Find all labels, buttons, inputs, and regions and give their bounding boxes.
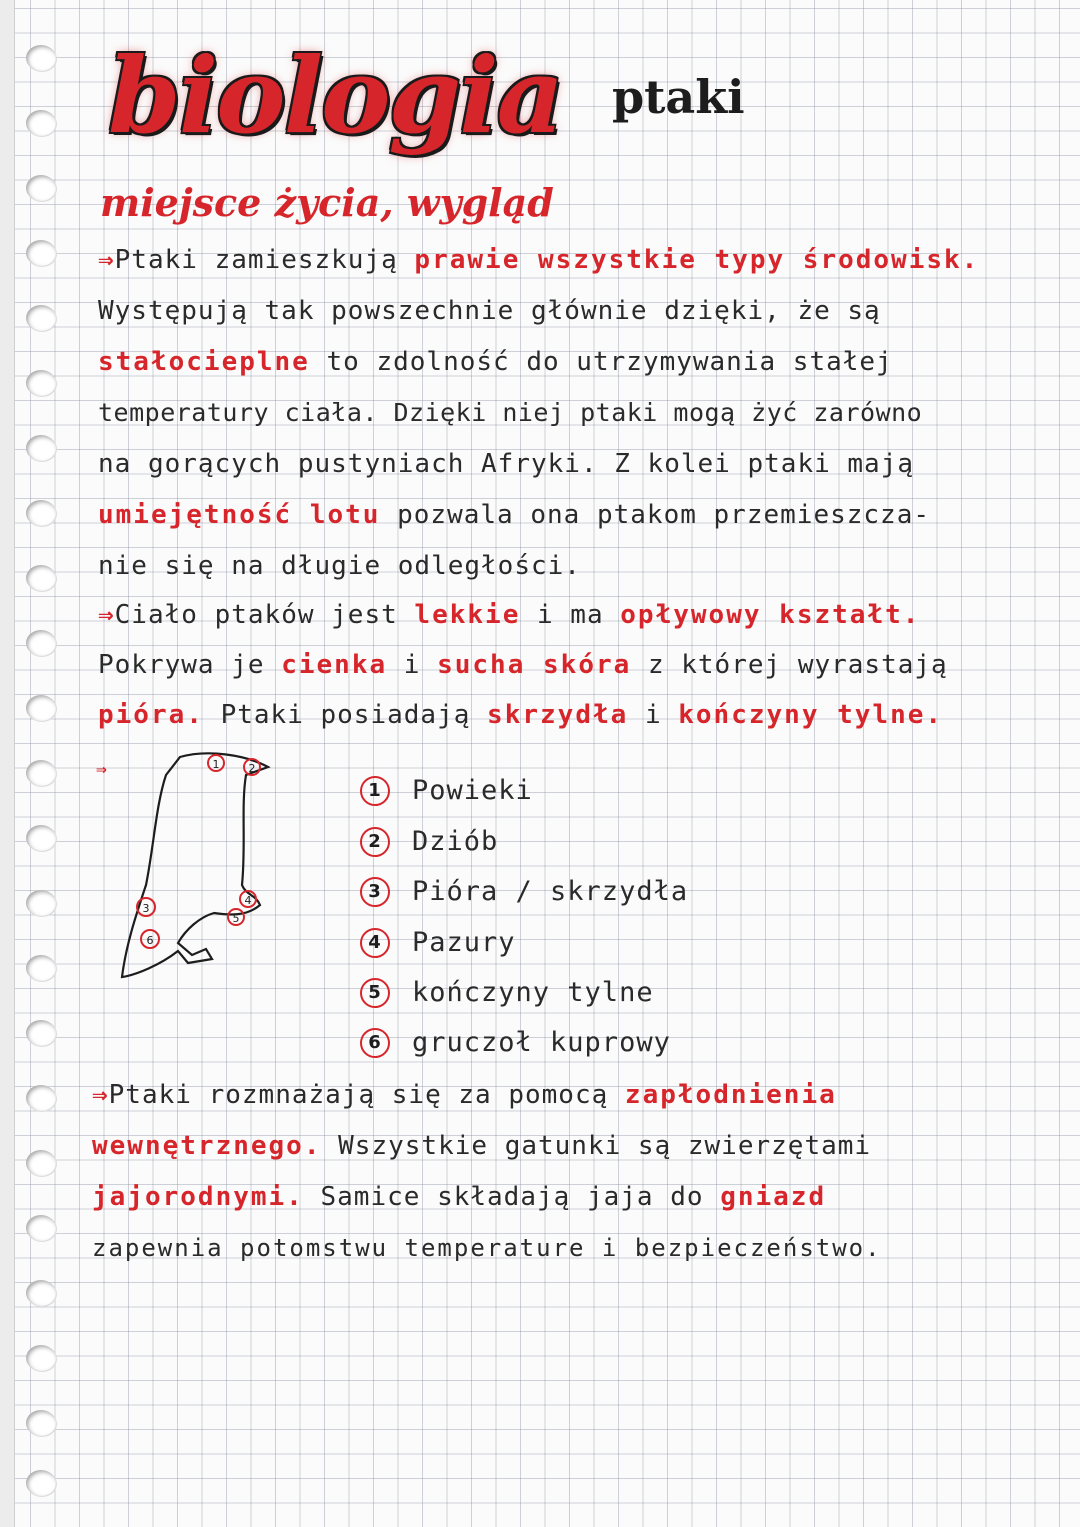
page-title — [96, 20, 566, 180]
svg-text:6: 6 — [146, 934, 154, 947]
legend-number: 1 — [360, 776, 390, 806]
legend-number: 3 — [360, 877, 390, 907]
binder-hole — [26, 240, 56, 266]
arrow-icon: ⇒ — [98, 245, 115, 275]
text-line: Pokrywa je cienka i sucha skóra z której wyrastają — [98, 650, 948, 680]
legend-item: 2 Dziób — [360, 826, 498, 857]
highlight: skrzydła — [487, 700, 629, 730]
text-line: Występują tak powszechnie głównie dzięki, że są — [98, 296, 881, 326]
topic-subtitle: ptaki — [612, 70, 745, 124]
svg-text:2: 2 — [248, 762, 256, 775]
text-line: ⇒Ptaki rozmnażają się za pomocą zapłodnienia — [92, 1080, 837, 1110]
bird-marker-4 — [240, 891, 256, 907]
binder-hole — [26, 825, 56, 851]
binder-hole — [26, 500, 56, 526]
highlight: kończyny tylne. — [678, 700, 944, 730]
highlight: lekkie — [414, 600, 521, 630]
arrow-icon: ⇒ — [92, 1080, 109, 1110]
text-line: nie się na długie odległości. — [98, 551, 581, 581]
highlight: cienka — [281, 650, 388, 680]
highlight: wewnętrznego. — [92, 1131, 322, 1161]
legend-number: 2 — [360, 827, 390, 857]
binder-hole — [26, 1085, 56, 1111]
arrow-icon: ⇒ — [96, 759, 108, 780]
bird-marker-2 — [244, 759, 260, 775]
text-line: na gorących pustyniach Afryki. Z kolei ptaki mają — [98, 449, 915, 479]
text-line: jajorodnymi. Samice składają jaja do gniazd — [92, 1182, 827, 1212]
section-heading: miejsce życia, wygląd — [100, 180, 554, 225]
legend-number: 4 — [360, 928, 390, 958]
binder-hole — [26, 630, 56, 656]
bird-marker-6 — [141, 930, 159, 948]
binder-hole — [26, 1470, 56, 1496]
binder-hole — [26, 1020, 56, 1046]
bird-marker-5 — [228, 909, 244, 925]
binder-hole — [26, 1215, 56, 1241]
highlight: jajorodnymi. — [92, 1182, 304, 1212]
binder-hole — [26, 370, 56, 396]
legend-item: 3 Pióra / skrzydła — [360, 876, 688, 907]
text-line: ⇒Ciało ptaków jest lekkie i ma opływowy kształt. — [98, 600, 921, 630]
text-line: ⇒Ptaki zamieszkują prawie wszystkie typy środowisk. — [98, 245, 980, 275]
notebook-torn-edge — [0, 0, 15, 1527]
highlight: prawie wszystkie typy środowisk. — [414, 245, 980, 275]
binder-hole — [26, 565, 56, 591]
legend-item: 1 Powieki — [360, 775, 533, 806]
binder-hole — [26, 1150, 56, 1176]
highlight: opływowy kształt. — [620, 600, 921, 630]
svg-text:5: 5 — [232, 912, 240, 925]
legend-item: 6 gruczoł kuprowy — [360, 1027, 671, 1058]
binder-hole — [26, 435, 56, 461]
bird-marker-1 — [208, 755, 224, 771]
bird-diagram — [96, 745, 286, 985]
text-line: wewnętrznego. Wszystkie gatunki są zwierzętami — [92, 1131, 872, 1161]
binder-hole — [26, 1345, 56, 1371]
highlight: sucha skóra — [437, 650, 632, 680]
text-line: stałocieplne to zdolność do utrzymywania stałej — [98, 347, 893, 377]
binder-hole — [26, 890, 56, 916]
binder-hole — [26, 1280, 56, 1306]
highlight: stałocieplne — [98, 347, 310, 377]
binder-hole — [26, 175, 56, 201]
arrow-icon: ⇒ — [98, 600, 115, 630]
svg-text:3: 3 — [142, 902, 150, 915]
highlight: zapłodnienia — [624, 1080, 837, 1110]
title-text: biologia — [108, 34, 563, 157]
svg-text:4: 4 — [244, 894, 252, 907]
highlight: pióra. — [98, 700, 204, 730]
text-line: zapewnia potomstwu temperature i bezpieczeństwo. — [92, 1234, 882, 1262]
binder-hole — [26, 955, 56, 981]
text-line: umiejętność lotu pozwala ona ptakom przemieszcza- — [98, 500, 931, 530]
legend-number: 6 — [360, 1028, 390, 1058]
svg-text:1: 1 — [212, 758, 220, 771]
highlight: umiejętność lotu — [98, 500, 381, 530]
text-line: temperatury ciała. Dzięki niej ptaki mogą żyć zarówno — [98, 398, 923, 427]
binder-hole — [26, 1410, 56, 1436]
binder-hole — [26, 760, 56, 786]
highlight: gniazd — [720, 1182, 827, 1212]
text-line: pióra. Ptaki posiadają skrzydła i kończyny tylne. — [98, 700, 944, 730]
binder-hole — [26, 695, 56, 721]
legend-number: 5 — [360, 978, 390, 1008]
bird-outline — [122, 753, 268, 977]
legend-item: 4 Pazury — [360, 927, 516, 958]
legend-item: 5 kończyny tylne — [360, 977, 654, 1008]
binder-hole — [26, 110, 56, 136]
binder-hole — [26, 45, 56, 71]
binder-hole — [26, 305, 56, 331]
